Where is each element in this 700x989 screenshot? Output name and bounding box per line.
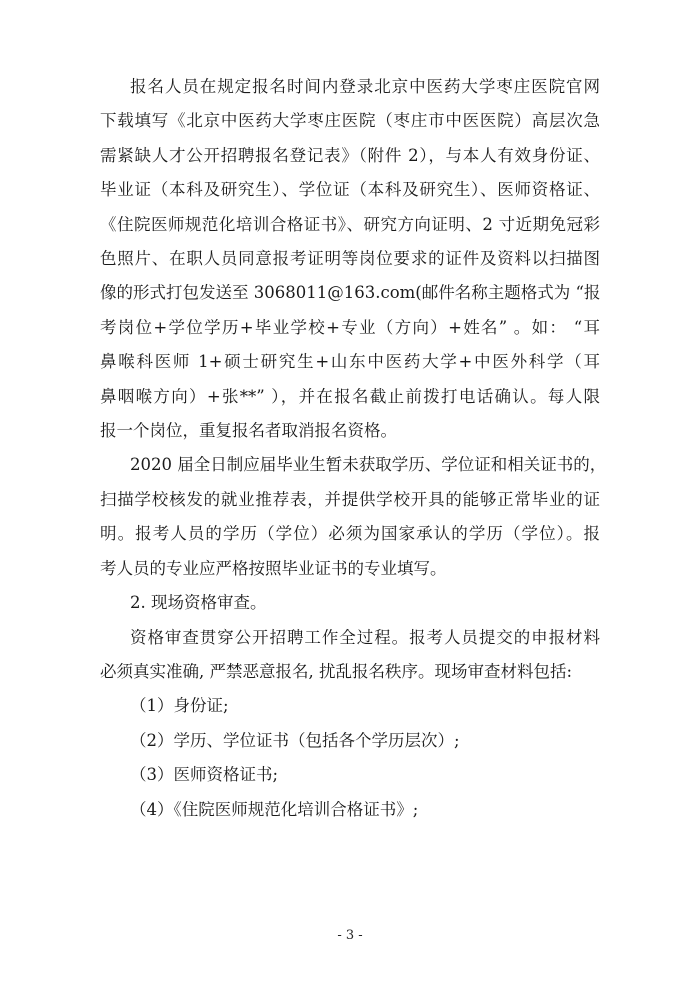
text-line: 2020 届全日制应届毕业生暂未获取学历、学位证和相关证书的， [130,455,607,475]
text-line: 资格审查贯穿公开招聘工作全过程。报考人员提交的申报材料 [130,627,600,647]
text-line: 毕业证（本科及研究生）、学位证（本科及研究生）、医师资格证、 [100,180,600,200]
paragraph [100,758,600,792]
text-line: 需紧缺人才公开招聘报名登记表》（附件 2），与本人有效身份证、 [100,145,600,165]
text-line: （1）身份证; [130,696,229,716]
text-line: 考人员的专业应严格按照毕业证书的专业填写。 [100,558,447,578]
paragraph [100,448,607,586]
text-line: 考岗位+学位学历+毕业学校+专业（方向）+姓名” 。如： “耳 [100,317,600,337]
text-line: 像的形式打包发送至 3068011@163.com(邮件名称主题格式为 “报 [100,283,601,303]
text-line: 鼻喉科医师 1+硕士研究生+山东中医药大学+中医外科学（耳 [100,352,600,372]
paragraph [100,621,600,690]
text-line: 必须真实准确, 严禁恶意报名, 扰乱报名秩序。现场审查材料包括: [100,661,573,681]
text-line: 色照片、在职人员同意报考证明等岗位要求的证件及资料以扫描图 [100,249,600,269]
text-line: （4）《住院医师规范化培训合格证书》; [130,799,419,819]
text-line: 鼻咽喉方向）+张**” ），并在报名截止前拨打电话确认。每人限 [100,386,600,406]
paragraph [100,689,600,723]
text-line: 报一个岗位，重复报名者取消报名资格。 [100,421,397,441]
document-body [100,70,607,827]
paragraph [100,793,600,827]
text-line: 《住院医师规范化培训合格证书》、研究方向证明、2 寸近期免冠彩 [100,214,600,234]
text-line: 2. 现场资格审查。 [130,593,267,613]
paragraph [100,70,600,448]
text-line: 明。报考人员的学历（学位）必须为国家承认的学历（学位）。报 [100,524,600,544]
text-line: （3）医师资格证书; [130,765,279,785]
text-line: 扫描学校核发的就业推荐表，并提供学校开具的能够正常毕业的证 [100,489,600,509]
page-number: - 3 - [337,928,363,943]
text-line: 报名人员在规定报名时间内登录北京中医药大学枣庄医院官网 [130,77,600,96]
text-line: （2）学历、学位证书（包括各个学历层次）; [130,730,460,750]
paragraph [100,724,600,758]
paragraph [100,586,600,620]
text-line: 下载填写《北京中医药大学枣庄医院（枣庄市中医医院）高层次急 [100,111,600,131]
